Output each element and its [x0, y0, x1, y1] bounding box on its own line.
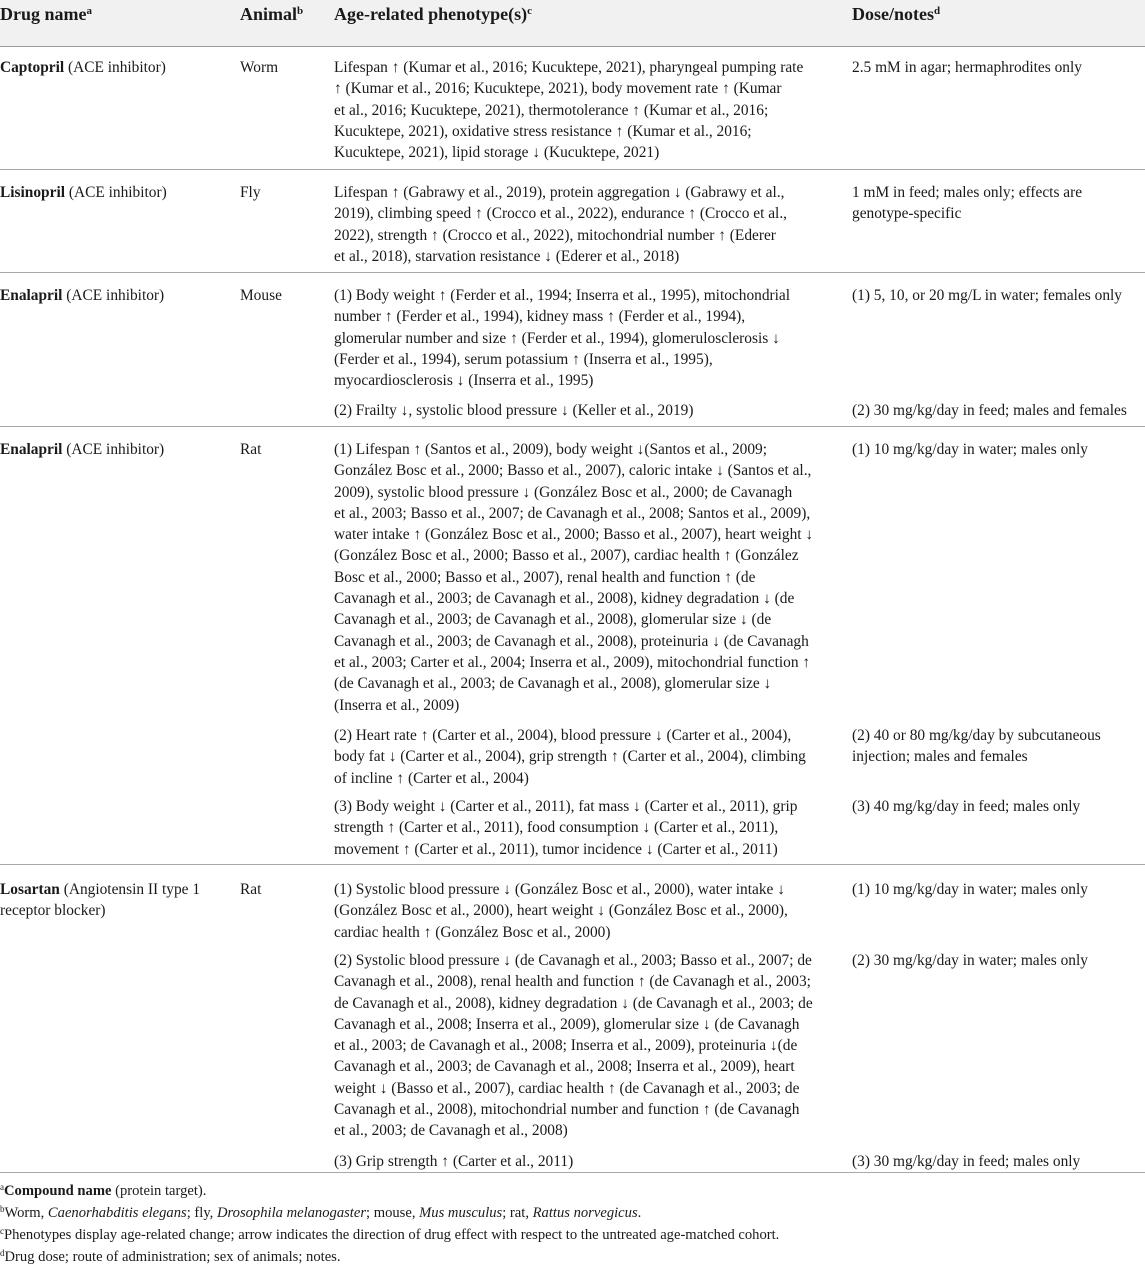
phenotype-line: de Cavanagh et al., 2008), kidney degradation ↓ (de Cavanagh et al., 2003; de — [334, 994, 813, 1012]
phenotype-line: weight ↓ (Basso et al., 2007), cardiac health ↑ (de Cavanagh et al., 2003; de — [334, 1079, 800, 1097]
phenotype-cell — [334, 879, 839, 943]
phenotype-cell — [334, 796, 839, 860]
phenotype-line: Cavanagh et al., 2008; Inserra et al., 2009), glomerular size ↓ (de Cavanagh — [334, 1015, 800, 1033]
phenotype-line: et al., 2003; Basso et al., 2007; de Cavanagh et al., 2008; Santos et al., 2009), — [334, 504, 811, 522]
phenotype-line: (2) Heart rate ↑ (Carter et al., 2004), blood pressure ↓ (Carter et al., 2004), — [334, 727, 792, 744]
phenotype-line: (González Bosc et al., 2000), heart weight ↓ (González Bosc et al., 2000), — [334, 902, 788, 920]
dose-line: genotype-specific — [852, 205, 962, 223]
phenotype-line: (1) Body weight ↑ (Ferder et al., 1994; Inserra et al., 1995), mitochondrial — [334, 287, 791, 304]
phenotype-line: et al., 2018), starvation resistance ↓ (Ederer et al., 2018) — [334, 247, 680, 265]
dose-line: injection; males and females — [852, 748, 1028, 766]
dose-cell — [852, 879, 1145, 900]
phenotype-line: et al., 2003; Carter et al., 2004; Inserra et al., 2009), mitochondrial function ↑ — [334, 653, 811, 671]
phenotype-line: et al., 2003; de Cavanagh et al., 2008; Inserra et al., 2009), proteinuria ↓(de — [334, 1037, 798, 1055]
animal-cell: Rat — [240, 881, 262, 898]
phenotype-line: glomerular number and size ↑ (Ferder et al., 1994), glomerulosclerosis ↓ — [334, 329, 780, 347]
phenotype-line: (de Cavanagh et al., 2003; de Cavanagh et al., 2008), glomerular size ↓ — [334, 675, 772, 693]
phenotype-line: Bosc et al., 2000; Basso et al., 2007), renal health and function ↑ (de — [334, 568, 756, 586]
dose-cell — [852, 439, 1145, 460]
phenotype-line: ↑ (Kumar et al., 2016; Kucuktepe, 2021), body movement rate ↑ (Kumar — [334, 80, 782, 98]
dose-line: 1 mM in feed; males only; effects are — [852, 184, 1083, 201]
dose-cell — [852, 796, 1145, 817]
header-animal: Animal$^b$ — [240, 4, 304, 24]
phenotype-cell — [334, 182, 839, 267]
row-divider — [0, 864, 1145, 865]
footnote-b: $^b$Worm, Caenorhabditis elegans; fly, Drosophila melanogaster; mouse, Mus musculus; rat, Rattus norvegicus. — [0, 1204, 642, 1221]
phenotype-cell — [334, 725, 839, 789]
phenotype-line: (1) Lifespan ↑ (Santos et al., 2009), body weight ↓(Santos et al., 2009; — [334, 441, 767, 458]
phenotype-line: Cavanagh et al., 2008), mitochondrial number and function ↑ (de Cavanagh — [334, 1101, 800, 1119]
row-divider — [0, 169, 1145, 170]
drug-target: (ACE inhibitor) — [62, 441, 165, 458]
phenotype-cell — [334, 400, 839, 421]
dose-line: (1) 10 mg/kg/day in water; males only — [852, 881, 1088, 898]
phenotype-line: Kucuktepe, 2021), oxidative stress resistance ↑ (Kumar et al., 2016; — [334, 122, 752, 140]
drug-name: Losartan — [0, 881, 60, 898]
footnote-d: $^d$Drug dose; route of administration; sex of animals; notes. — [0, 1248, 341, 1265]
phenotype-cell — [334, 950, 839, 1142]
drug-name: Enalapril — [0, 441, 63, 458]
row-divider — [0, 426, 1145, 427]
drug-target: (Angiotensin II type 1 receptor blocker) — [0, 881, 201, 920]
phenotype-line: movement ↑ (Carter et al., 2011), tumor incidence ↓ (Carter et al., 2011) — [334, 840, 778, 858]
phenotype-line: et al., 2016; Kucuktepe, 2021), thermotolerance ↑ (Kumar et al., 2016; — [334, 101, 769, 119]
drug-name: Lisinopril — [0, 184, 66, 201]
phenotype-line: (1) Systolic blood pressure ↓ (González Bosc et al., 2000), water intake ↓ — [334, 881, 785, 898]
dose-line: (2) 30 mg/kg/day in water; males only — [852, 952, 1088, 969]
phenotype-line: Cavanagh et al., 2008), renal health and function ↑ (de Cavanagh et al., 2003; — [334, 973, 811, 991]
phenotype-line: water intake ↑ (González Bosc et al., 2000; Basso et al., 2007), heart weight ↓ — [334, 526, 814, 544]
dose-cell — [852, 182, 1145, 225]
phenotype-line: (3) Grip strength ↑ (Carter et al., 2011) — [334, 1153, 574, 1170]
dose-cell — [852, 725, 1145, 768]
phenotype-line: González Bosc et al., 2000; Basso et al., 2007), caloric intake ↓ (Santos et al., — [334, 462, 812, 480]
phenotype-line: myocardiosclerosis ↓ (Inserra et al., 1995) — [334, 372, 594, 390]
phenotype-line: 2019), climbing speed ↑ (Crocco et al., 2022), endurance ↑ (Crocco et al., — [334, 205, 788, 223]
phenotype-line: cardiac health ↑ (González Bosc et al., 2000) — [334, 923, 611, 941]
table-header — [0, 0, 1145, 47]
drug-target: (ACE inhibitor) — [64, 59, 166, 76]
phenotype-line: (2) Systolic blood pressure ↓ (de Cavanagh et al., 2003; Basso et al., 2007; de — [334, 952, 812, 969]
phenotype-line: Lifespan ↑ (Gabrawy et al., 2019), protein aggregation ↓ (Gabrawy et al., — [334, 184, 785, 201]
dose-line: (1) 10 mg/kg/day in water; males only — [852, 441, 1088, 458]
phenotype-line: 2022), strength ↑ (Crocco et al., 2022), mitochondrial number ↑ (Ederer — [334, 226, 776, 244]
footnote-a: $^a$Compound name (protein target). — [0, 1182, 207, 1199]
phenotype-line: 2009), systolic blood pressure ↓ (González Bosc et al., 2000; de Cavanagh — [334, 483, 793, 501]
phenotype-line: (González Bosc et al., 2000; Basso et al., 2007), cardiac health ↑ (González — [334, 547, 799, 565]
phenotype-line: Lifespan ↑ (Kumar et al., 2016; Kucuktepe, 2021), pharyngeal pumping rate — [334, 59, 804, 76]
drug-cell — [0, 285, 232, 306]
phenotype-line: Cavanagh et al., 2003; de Cavanagh et al., 2008; Inserra et al., 2009), heart — [334, 1058, 795, 1076]
phenotype-cell — [334, 1151, 839, 1172]
phenotype-line: (2) Frailty ↓, systolic blood pressure ↓ (Keller et al., 2019) — [334, 402, 694, 419]
drug-cell — [0, 57, 232, 78]
phenotype-line: strength ↑ (Carter et al., 2011), food consumption ↓ (Carter et al., 2011), — [334, 819, 779, 837]
animal-cell: Worm — [240, 59, 279, 76]
row-divider — [0, 272, 1145, 273]
phenotype-line: Cavanagh et al., 2003; de Cavanagh et al., 2008), glomerular size ↓ (de — [334, 611, 772, 629]
drug-cell — [0, 439, 232, 460]
phenotype-cell — [334, 439, 839, 716]
dose-line: (1) 5, 10, or 20 mg/L in water; females only — [852, 287, 1122, 304]
phenotype-line: et al., 2003; de Cavanagh et al., 2008) — [334, 1122, 568, 1140]
phenotype-line: Cavanagh et al., 2003; de Cavanagh et al., 2008), proteinuria ↓ (de Cavanagh — [334, 632, 809, 650]
dose-line: (3) 40 mg/kg/day in feed; males only — [852, 798, 1081, 815]
footnote-c: $^c$Phenotypes display age-related change; arrow indicates the direction of drug effect with respect to the untreated age-matched cohort. — [0, 1226, 780, 1243]
animal-cell: Mouse — [240, 287, 282, 304]
drug-cell — [0, 879, 232, 922]
header-drug-name: Drug name$^a$ — [0, 4, 92, 24]
header-dose-notes: Dose/notes$^d$ — [852, 4, 941, 24]
dose-cell — [852, 400, 1145, 421]
dose-cell — [852, 57, 1145, 78]
phenotype-line: Kucuktepe, 2021), lipid storage ↓ (Kucuktepe, 2021) — [334, 144, 660, 162]
dose-cell — [852, 285, 1145, 306]
header-phenotype: Age-related $phenotype(s)^c$ — [334, 4, 533, 24]
phenotype-line: body fat ↓ (Carter et al., 2004), grip strength ↑ (Carter et al., 2004), climbing — [334, 748, 806, 766]
phenotype-cell — [334, 57, 839, 163]
drug-target: (ACE inhibitor) — [65, 184, 167, 201]
phenotype-line: Cavanagh et al., 2003; de Cavanagh et al., 2008), kidney degradation ↓ (de — [334, 590, 795, 608]
phenotype-line: of incline ↑ (Carter et al., 2004) — [334, 769, 529, 787]
dose-line: (2) 30 mg/kg/day in feed; males and females — [852, 402, 1127, 419]
phenotype-line: (Ferder et al., 1994), serum potassium ↑ (Inserra et al., 1995), — [334, 350, 713, 368]
dose-line: (3) 30 mg/kg/day in feed; males only — [852, 1153, 1081, 1170]
animal-cell: Fly — [240, 184, 261, 201]
drug-target: (ACE inhibitor) — [62, 287, 165, 304]
dose-cell — [852, 1151, 1145, 1172]
phenotype-line: (Inserra et al., 2009) — [334, 696, 460, 714]
animal-cell: Rat — [240, 441, 262, 458]
drug-cell — [0, 182, 232, 203]
dose-line: 2.5 mM in agar; hermaphrodites only — [852, 59, 1082, 76]
phenotype-cell — [334, 285, 839, 391]
row-divider — [0, 1172, 1145, 1173]
drug-name: Captopril — [0, 59, 65, 76]
dose-line: (2) 40 or 80 mg/kg/day by subcutaneous — [852, 727, 1101, 744]
dose-cell — [852, 950, 1145, 971]
phenotype-line: (3) Body weight ↓ (Carter et al., 2011), fat mass ↓ (Carter et al., 2011), grip — [334, 798, 798, 815]
drug-name: Enalapril — [0, 287, 63, 304]
phenotype-line: number ↑ (Ferder et al., 1994), kidney mass ↑ (Ferder et al., 1994), — [334, 308, 746, 326]
